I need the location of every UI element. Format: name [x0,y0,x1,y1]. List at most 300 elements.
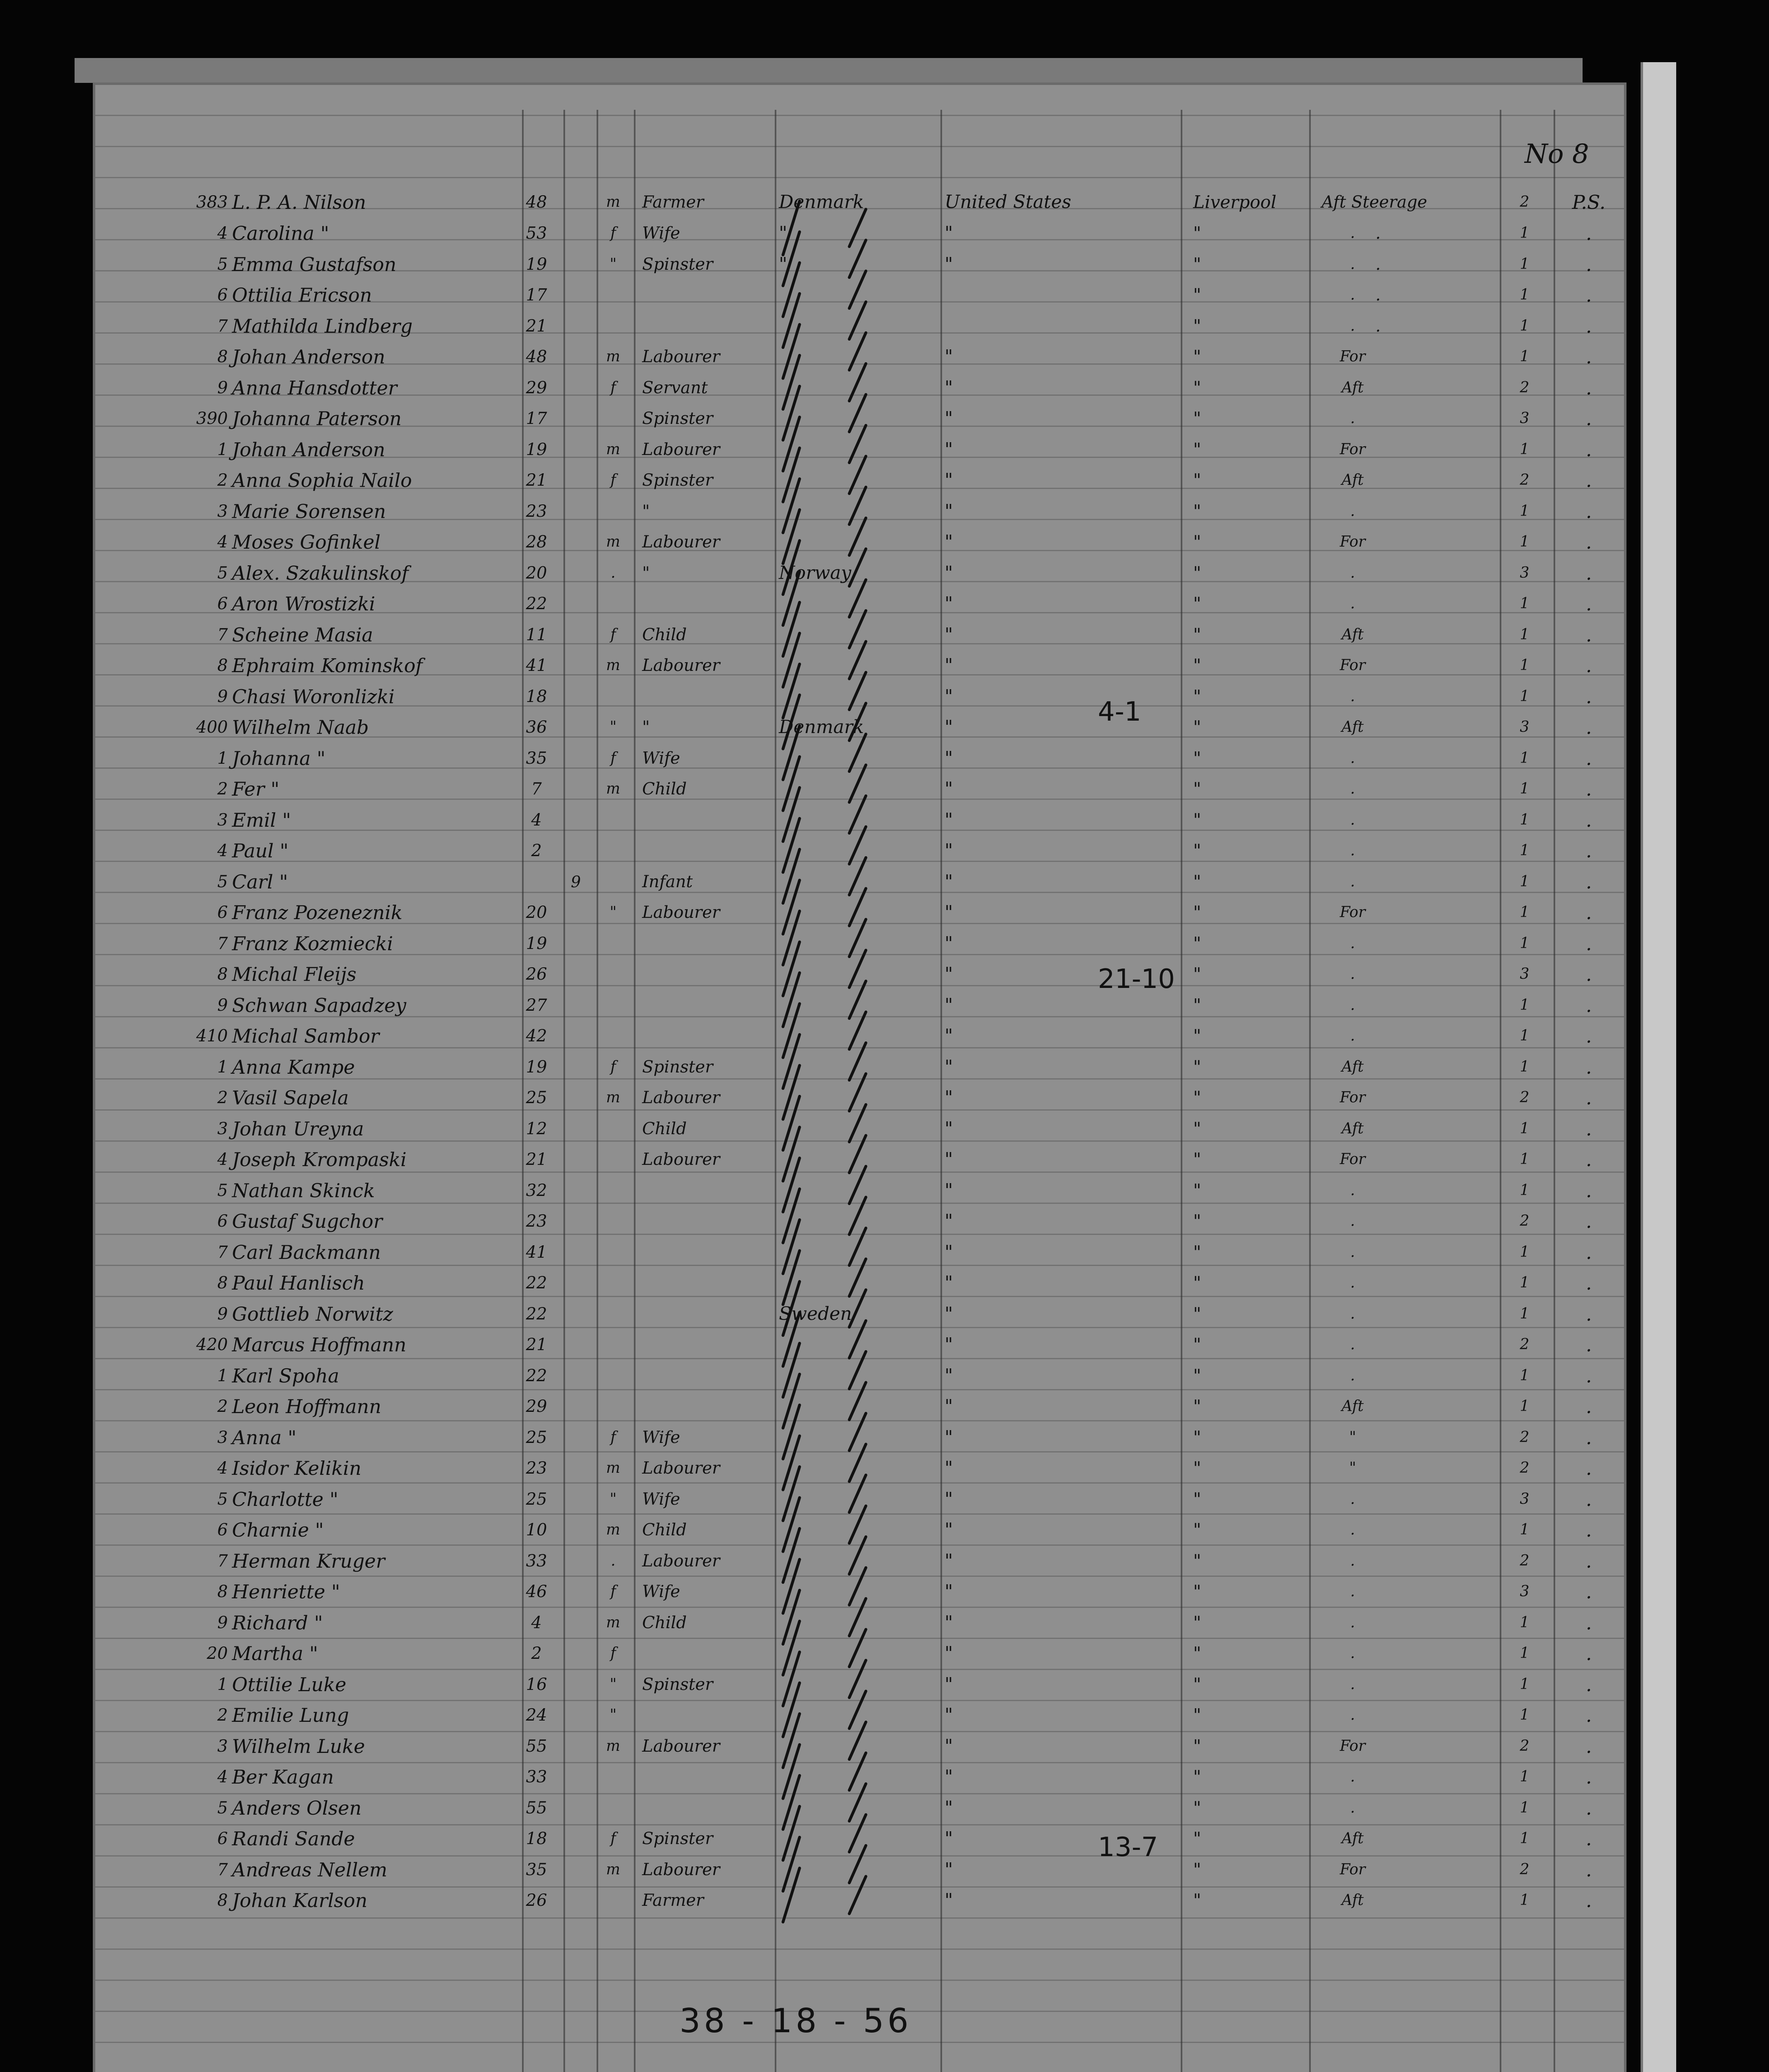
berth-position: . [1350,1243,1355,1261]
age: 55 [526,1736,547,1756]
port: " [1193,1520,1201,1540]
entry-number: 6 [217,1520,228,1539]
port: " [1193,1149,1201,1169]
destination: " [945,1210,953,1232]
passenger-name: Anna " [232,1426,297,1449]
passenger-name: Carolina " [232,222,329,244]
tick-mark [783,942,800,996]
berth-position: For [1340,1089,1365,1106]
berth-position: . [1350,410,1355,427]
tick-mark [783,356,800,409]
tick-mark [783,1806,800,1860]
remark: . [1585,253,1592,276]
sex: . [611,1552,616,1569]
berth-position: . [1350,1521,1355,1538]
berth-position: . [1350,842,1355,859]
tick-mark [849,703,866,741]
berth-position: . [1350,1675,1355,1693]
entry-number: 3 [217,501,228,521]
destination: " [945,1519,953,1540]
age: 29 [526,1397,547,1416]
entry-number: 7 [217,1242,228,1262]
remark: . [1585,1395,1592,1418]
remark: . [1585,315,1592,337]
age: 48 [526,347,547,366]
passenger-name: Carl Backmann [232,1241,381,1264]
entry-number: 5 [217,563,228,583]
passenger-name: Mathilda Lindberg [232,315,413,337]
tick-mark [849,765,866,802]
passenger-name: Martha " [232,1642,318,1665]
count: 1 [1520,1120,1530,1137]
age: 22 [526,594,547,613]
tick-mark [849,858,866,895]
remark: . [1585,1519,1592,1541]
age: 17 [526,286,547,305]
age: 4 [531,1613,542,1632]
berth-position: " [1349,1428,1356,1446]
remark: . [1585,376,1592,399]
berth-position: . [1350,687,1355,705]
count: 1 [1520,1151,1530,1168]
entry-number: 8 [217,1582,228,1601]
destination: " [945,1025,953,1046]
remark: . [1585,994,1592,1017]
remark: . [1585,1673,1592,1696]
occupation: Wife [642,1582,680,1601]
sex: " [609,719,617,736]
tick-mark [783,1590,800,1644]
age: 18 [526,1829,547,1848]
passenger-name: Gottlieb Norwitz [232,1302,393,1325]
port: " [1193,840,1201,861]
tick-mark [783,448,800,502]
passenger-name: Ottilia Ericson [232,284,372,306]
sex: m [606,1737,621,1755]
berth-position: . [1350,1490,1355,1508]
passenger-name: Johan Karlson [232,1889,367,1912]
country: Denmark [779,191,864,213]
count: 1 [1520,1027,1530,1044]
count: 2 [1520,1428,1530,1446]
remark: . [1585,716,1592,738]
remark: . [1585,1334,1592,1356]
age: 21 [526,316,547,336]
passenger-name: Ber Kagan [232,1766,334,1788]
tick-mark [783,294,800,348]
age: 21 [526,471,547,490]
tick-mark [849,1105,866,1142]
sex: m [606,533,621,550]
count: 1 [1520,1830,1530,1847]
destination: " [945,655,953,676]
destination: " [945,1241,953,1263]
entry-number: 2 [217,1706,228,1725]
passenger-name: Johan Anderson [232,346,385,368]
age: 53 [526,224,547,243]
occupation: Labourer [642,903,720,922]
entry-number: 5 [217,1489,228,1509]
port: " [1193,1026,1201,1046]
entry-number: 8 [217,656,228,675]
tick-mark [783,479,800,533]
destination: " [945,562,953,583]
sex: m [606,1521,621,1538]
entry-number: 6 [217,1212,228,1231]
tally-note: 13-7 [1098,1832,1158,1863]
occupation: Child [642,1613,687,1632]
tick-mark [783,1745,800,1798]
count: 1 [1520,1305,1530,1322]
sex: m [606,780,621,797]
handwritten-tick-marks [95,85,1624,2072]
occupation: Labourer [642,533,720,552]
count: 3 [1520,966,1530,983]
tick-mark [849,1012,866,1049]
age: 22 [526,1304,547,1324]
destination: " [945,531,953,552]
berth-position: . [1350,1552,1355,1569]
sex: f [610,1645,616,1662]
entry-number: 8 [217,965,228,984]
berth-position: . [1350,1706,1355,1723]
age: 35 [526,748,547,768]
count: 1 [1520,904,1530,921]
tick-mark [783,1714,800,1768]
destination: " [945,1334,953,1355]
age: 55 [526,1798,547,1818]
destination: " [945,1797,953,1818]
passenger-name: Aron Wrostizki [232,593,375,615]
age: 35 [526,1860,547,1879]
sex: f [610,1583,616,1600]
berth-position: Aft [1341,1398,1364,1415]
count: 2 [1520,1213,1530,1230]
remark: . [1585,1302,1592,1325]
tick-mark [849,1599,866,1636]
sex: f [610,749,616,767]
count: 1 [1520,255,1530,273]
count: 1 [1520,1645,1530,1662]
remark: . [1585,1796,1592,1819]
berth-position: . [1350,1799,1355,1816]
count: 1 [1520,1675,1530,1693]
age: 25 [526,1489,547,1509]
tick-mark [783,1374,800,1428]
sex: . [611,564,616,581]
entry-number: 9 [217,995,228,1015]
count: 1 [1520,1892,1530,1909]
tick-mark [849,426,866,463]
port: " [1193,1890,1201,1910]
tick-mark [849,456,866,494]
port: " [1193,1736,1201,1756]
occupation: Labourer [642,1860,720,1879]
count: 1 [1520,687,1530,705]
berth-position: Aft [1341,1892,1364,1909]
tick-mark [849,1568,866,1605]
age: 16 [526,1675,547,1694]
port: " [1193,1303,1201,1324]
remark: . [1585,1889,1592,1912]
berth-position: . [1350,502,1355,520]
berth-position: For [1340,657,1365,674]
count: 3 [1520,1490,1530,1508]
berth-position: . [1350,1645,1355,1662]
age: 21 [526,1150,547,1169]
age: 2 [531,1644,542,1663]
entry-number: 4 [217,1150,228,1169]
age: 19 [526,934,547,953]
class: . [1375,254,1381,274]
berth-position: " [1349,1460,1356,1477]
passenger-name: Nathan Skinck [232,1179,375,1202]
tick-mark [849,580,866,617]
tick-mark [849,1228,866,1266]
port: " [1193,1612,1201,1633]
berth-position: . [1350,1213,1355,1230]
age: 29 [526,378,547,397]
destination: " [945,500,953,522]
sheet-number: No 8 [1525,139,1589,169]
remark: . [1585,562,1592,584]
count: 1 [1520,626,1530,643]
age: 22 [526,1273,547,1293]
berth-position: . [1350,996,1355,1014]
remark: . [1585,1087,1592,1109]
port: " [1193,1211,1201,1231]
berth-position: . [1350,1305,1355,1322]
destination: " [945,1673,953,1695]
port: " [1193,1489,1201,1509]
entry-number: 8 [217,1891,228,1910]
passenger-name: Anna Kampe [232,1055,355,1078]
tally-note: 21-10 [1098,964,1175,995]
sex: m [606,441,621,458]
destination: " [945,1457,953,1479]
passenger-name: Johan Anderson [232,438,385,461]
berth-position: Aft [1341,1830,1364,1847]
berth-position: . [1350,595,1355,612]
port: " [1193,748,1201,768]
tick-mark [849,1537,866,1574]
age: 11 [526,625,547,644]
tick-mark [783,633,800,687]
remark: . [1585,870,1592,893]
count: 2 [1520,1089,1530,1106]
tick-mark [783,1868,800,1922]
entry-number: 410 [196,1026,228,1046]
destination: " [945,1365,953,1386]
tick-mark [849,364,866,401]
entry-number: 20 [207,1644,228,1663]
age: 25 [526,1428,547,1447]
entry-number: 8 [217,347,228,366]
count: 1 [1520,842,1530,859]
age: 18 [526,687,547,706]
count: 1 [1520,749,1530,767]
count: 1 [1520,1614,1530,1631]
remark: . [1585,1272,1592,1294]
remark: . [1585,1611,1592,1634]
destination: " [945,1488,953,1510]
tick-mark [849,395,866,432]
port: " [1193,377,1201,398]
passenger-name: Johan Ureyna [232,1117,364,1140]
count: 1 [1520,1181,1530,1199]
age: 26 [526,965,547,984]
tick-mark [783,263,800,317]
remark: . [1585,346,1592,368]
passenger-name: Emma Gustafson [232,253,396,276]
tick-mark [783,973,800,1027]
tick-mark [849,518,866,555]
tick-mark [783,1282,800,1336]
berth-position: . [1350,317,1355,334]
occupation: Labourer [642,440,720,459]
passenger-name: Franz Kozmiecki [232,932,393,955]
occupation: Labourer [642,1459,720,1478]
berth-position: Aft [1341,1058,1364,1075]
age: 12 [526,1119,547,1138]
remark: . [1585,1117,1592,1140]
tick-mark [849,1846,866,1883]
tick-mark [783,1652,800,1706]
occupation: Wife [642,1428,680,1447]
destination: " [945,778,953,799]
sex: " [609,1706,617,1723]
remark: . [1585,840,1592,862]
sex: " [609,904,617,921]
count: 1 [1520,1799,1530,1816]
occupation: Spinster [642,409,713,428]
occupation: Wife [642,748,680,768]
port: " [1193,717,1201,737]
entry-number: 2 [217,1088,228,1107]
tick-mark [783,232,800,286]
tick-mark [849,734,866,772]
occupation: Labourer [642,1551,720,1571]
port: " [1193,223,1201,243]
age: 23 [526,501,547,521]
berth-position: . [1350,1027,1355,1044]
port: " [1193,562,1201,583]
manifest-page [95,85,1624,2072]
destination: " [945,1272,953,1293]
occupation: " [642,563,650,583]
destination: " [945,1303,953,1324]
entry-number: 1 [217,1366,228,1385]
occupation: Labourer [642,1150,720,1169]
count: 3 [1520,410,1530,427]
passenger-name: Alex. Szakulinskof [232,562,409,584]
berth-position: . [1350,255,1355,273]
occupation: Wife [642,224,680,243]
berth-position: For [1340,348,1365,365]
passenger-name: Carl " [232,870,288,893]
count: 2 [1520,1460,1530,1477]
port: " [1193,1273,1201,1293]
destination: " [945,253,953,275]
entry-number: 9 [217,378,228,397]
remark: . [1585,1488,1592,1510]
count: 1 [1520,1274,1530,1291]
tick-mark [849,673,866,710]
berth-position: For [1340,1861,1365,1878]
tick-mark [783,880,800,934]
entry-number: 4 [217,1767,228,1786]
remark: . [1585,654,1592,677]
port: " [1193,1396,1201,1416]
age: 46 [526,1582,547,1601]
age: 48 [526,193,547,212]
passenger-name: Paul Hanlisch [232,1272,365,1294]
sex: " [609,1675,617,1693]
tick-mark [849,1259,866,1296]
berth-position: For [1340,1151,1365,1168]
occupation: Spinster [642,1675,713,1694]
passenger-name: Charnie " [232,1519,324,1541]
age: 23 [526,1212,547,1231]
tick-mark [783,386,800,440]
tick-mark [783,510,800,564]
age: 26 [526,1891,547,1910]
berth-position: Aft [1341,626,1364,643]
berth-position: . [1350,1181,1355,1199]
berth-position: Aft [1341,719,1364,736]
tick-mark [783,1683,800,1737]
count: 1 [1520,811,1530,828]
age: 20 [526,563,547,583]
berth-position: For [1340,904,1365,921]
entry-number: 4 [217,224,228,243]
port: " [1193,779,1201,799]
remark: . [1585,500,1592,523]
occupation: " [642,718,650,737]
destination: " [945,1704,953,1726]
page-edge-top [75,58,1583,83]
age: 25 [526,1088,547,1107]
berth-position: . [1350,811,1355,828]
destination: " [945,438,953,460]
passenger-name: Richard " [232,1611,323,1634]
tick-mark [849,1414,866,1451]
age: 10 [526,1520,547,1539]
tick-mark [849,1382,866,1420]
port: " [1193,1643,1201,1663]
sex: f [610,1830,616,1847]
berth-position: Aft [1341,1120,1364,1137]
tick-mark [783,911,800,965]
tick-mark [783,324,800,378]
count: 2 [1520,194,1530,211]
tick-mark [849,1722,866,1760]
sex: m [606,1460,621,1477]
remark: . [1585,1704,1592,1726]
tick-mark [849,1506,866,1543]
passenger-name: Chasi Woronlizki [232,685,395,708]
passenger-name: Gustaf Sugchor [232,1210,383,1232]
count: 2 [1520,472,1530,489]
infant-months: 9 [570,872,581,891]
count: 1 [1520,873,1530,890]
remark: . [1585,469,1592,491]
port: " [1193,254,1201,274]
occupation: Child [642,1119,687,1138]
port: " [1193,439,1201,460]
count: 1 [1520,441,1530,458]
entry-number: 7 [217,625,228,644]
